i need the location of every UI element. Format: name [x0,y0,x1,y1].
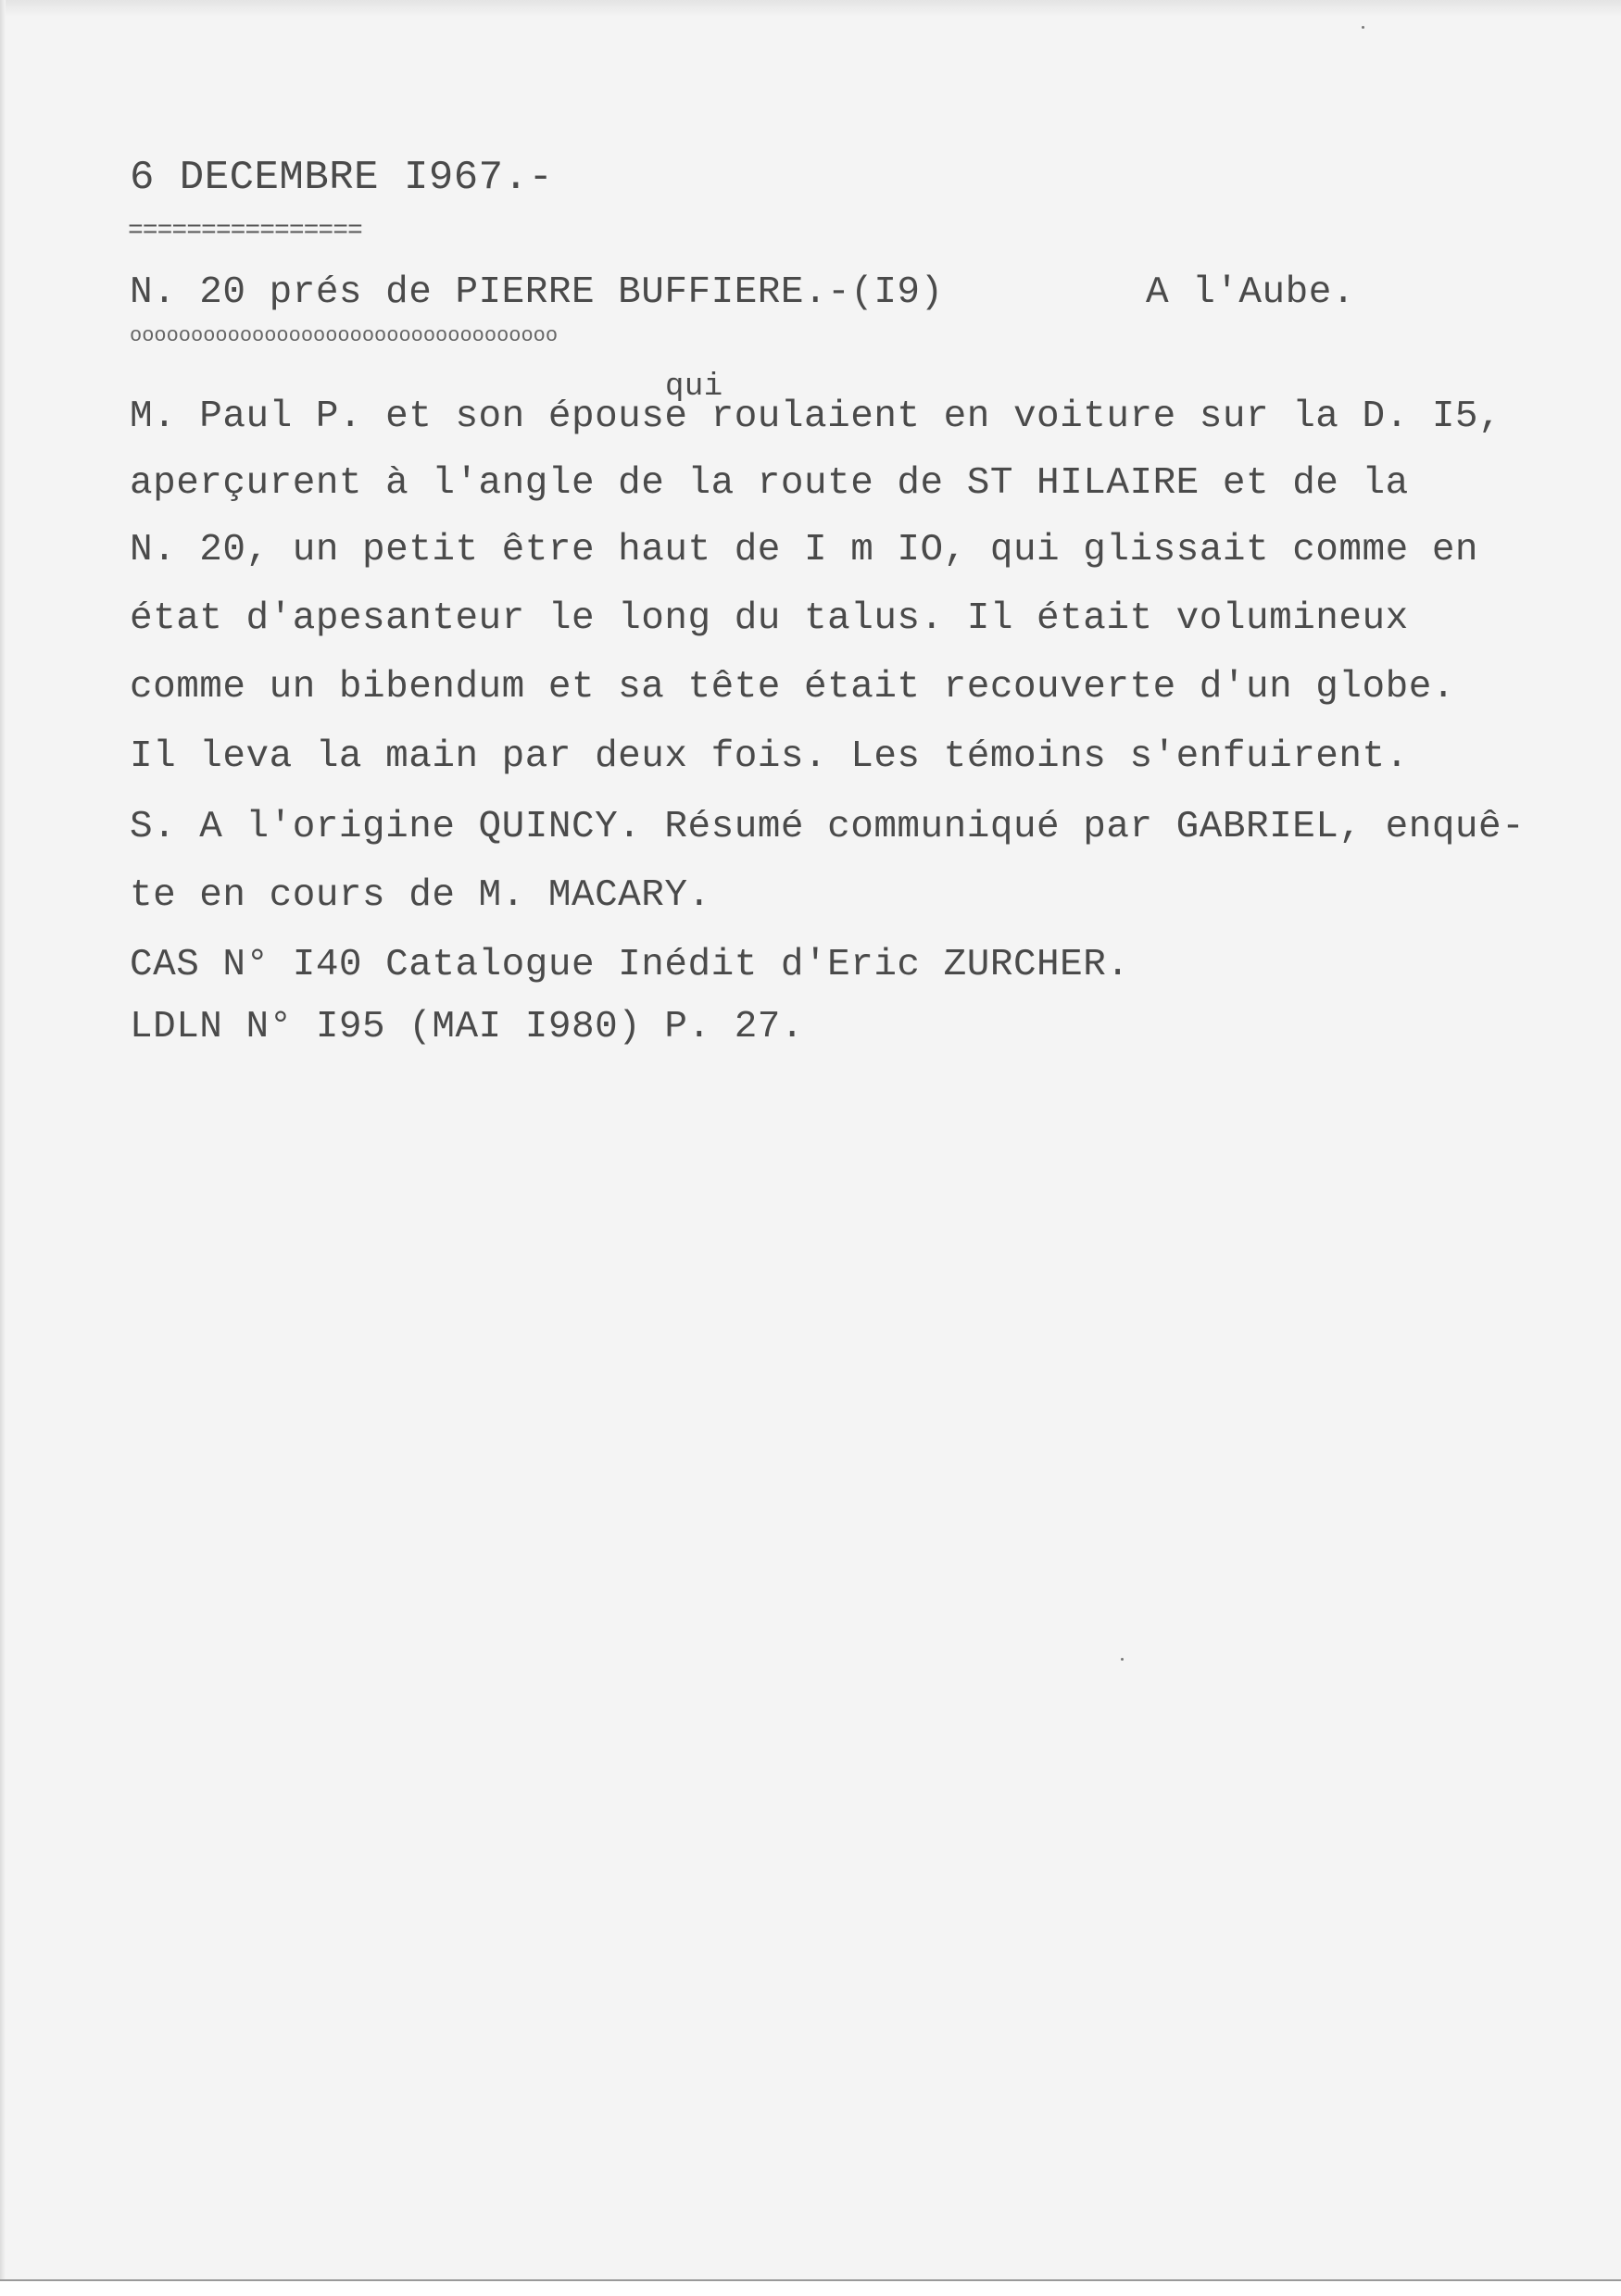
body-line-8: te en cours de M. MACARY. [130,874,711,917]
body-line-6: Il leva la main par deux fois. Les témoins s'enfuirent. [130,735,1409,778]
report-time: A l'Aube. [1146,271,1355,314]
date-underline: ================ [128,217,362,245]
location-underline: ooooooooooooooooooooooooooooooooooo [130,324,559,347]
report-date: 6 DECEMBRE I967.- [130,155,554,201]
page-bottom-edge [0,2279,1621,2296]
page-top-edge [0,0,1621,17]
body-line-5: comme un bibendum et sa tête était recouverte d'un globe. [130,666,1455,709]
body-line-4: état d'apesanteur le long du talus. Il était volumineux [130,597,1409,640]
body-line-1: M. Paul P. et son épouse roulaient en voiture sur la D. I5, [130,395,1502,438]
page-left-edge [0,0,6,2296]
body-line-2: aperçurent à l'angle de la route de ST HILAIRE et de la [130,462,1409,505]
paper-speck [1362,26,1364,29]
paper-speck [1121,1658,1124,1661]
body-line-3: N. 20, un petit être haut de I m IO, qui glissait comme en [130,529,1479,571]
report-location: N. 20 prés de PIERRE BUFFIERE.-(I9) [130,271,944,314]
case-reference: CAS N° I40 Catalogue Inédit d'Eric ZURCHER. [130,944,1130,986]
ldln-reference: LDLN N° I95 (MAI I980) P. 27. [130,1006,805,1048]
body-line-7: S. A l'origine QUINCY. Résumé communiqué par GABRIEL, enquê- [130,806,1526,848]
handwritten-insertion: qui [665,370,723,405]
